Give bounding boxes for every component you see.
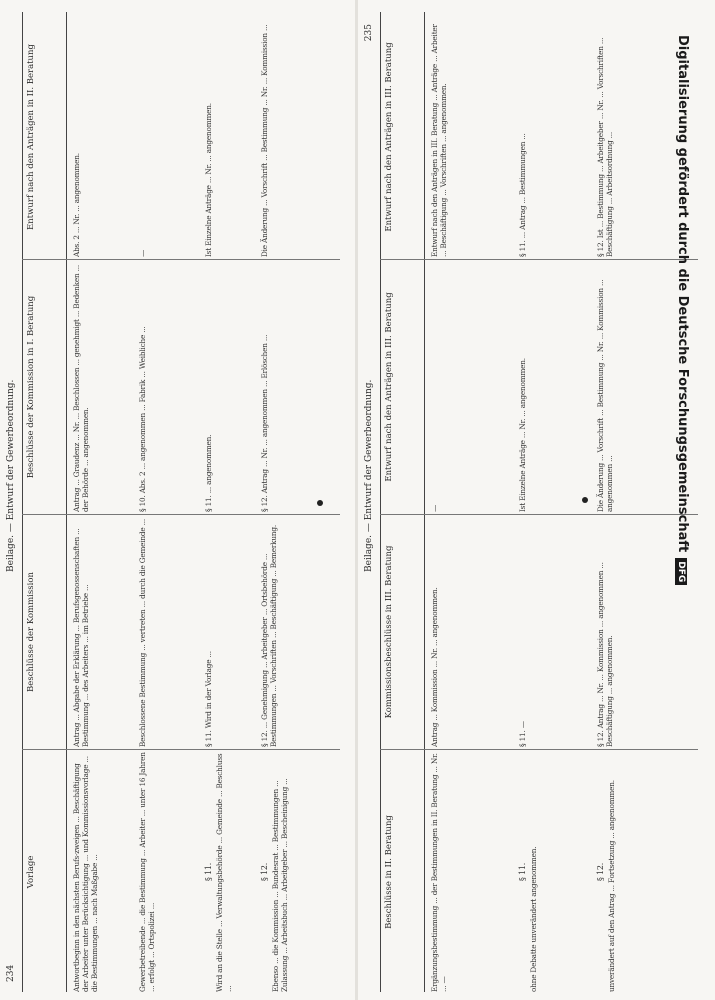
right-page-rotated-content xyxy=(358,12,698,992)
column-header-rule xyxy=(66,12,67,992)
left-s4-col1 xyxy=(260,752,338,992)
column-divider xyxy=(22,514,340,515)
left-s2-col4: — xyxy=(138,249,147,257)
left-s4-col2: § 12. ... Genehmigung ... Arbeitgeber ... Ortsbehörde ... Bestimmungen ... Vorschriften ... Beschäftigung ... Bemerkung. xyxy=(260,525,278,747)
right-s1-col4: Entwurf nach den Anträgen in III. Beratung ... Anträge ... Arbeiter ... Beschäftigung ... Vorschriften ... angenommen. xyxy=(430,24,448,257)
column-divider xyxy=(22,259,340,260)
left-page-rotated-content xyxy=(0,12,340,992)
right-s2-col2: § 11. — xyxy=(518,721,527,747)
right-s3-col1-text: unverändert auf den Antrag ... Fortsetzung ... angenommen. xyxy=(607,780,616,992)
right-s1-col1: Ergänzungsbestimmung ... der Bestimmungen in II. Beratung ... Nr. ... — xyxy=(430,753,448,992)
right-page-header xyxy=(364,12,378,992)
header-rule xyxy=(380,12,381,992)
right-s2-col1 xyxy=(518,752,588,992)
left-page-header xyxy=(6,12,20,992)
right-page-running-head: Beilage. — Entwurf der Gewerbeordnung. xyxy=(364,379,374,572)
column-header: Entwurf nach den Anträgen in III. Beratung xyxy=(384,42,394,232)
section-mark: § 12. xyxy=(260,862,269,882)
right-page xyxy=(358,0,715,1000)
column-divider xyxy=(380,514,698,515)
left-s2-col3: § 10. Abs. 2 ... angenommen ... Fabrik ... Weibliche ... xyxy=(138,326,147,512)
left-s3-col1 xyxy=(204,752,254,992)
column-divider xyxy=(380,259,698,260)
right-s2-col1-text: ohne Debatte unverändert angenommen. xyxy=(529,846,538,992)
column-divider xyxy=(380,749,698,750)
column-header: Beschlüsse der Kommission xyxy=(26,572,36,692)
section-mark: § 11. xyxy=(518,862,527,882)
left-s1-col4: Abs. 2 ... Nr. ... angenommen. xyxy=(72,153,81,257)
dfg-logo: DFG xyxy=(675,558,687,585)
column-header: Beschlüsse der Kommission in I. Beratung xyxy=(26,295,36,479)
left-s3-col4: Ist Einzelne Anträge ... Nr. ... angenommen. xyxy=(204,103,213,257)
left-s3-col3: § 11. ... angenommen. xyxy=(204,434,213,512)
right-s3-col3: Die Änderung ... Vorschrift ... Bestimmung ... Nr. ... Kommission ... angenommen ... xyxy=(596,279,614,512)
digitization-notice-text: Digitalisierung gefördert durch die Deutsche Forschungsgemeinschaft xyxy=(675,35,690,553)
right-s2-col3: Ist Einzelne Anträge ... Nr. ... angenommen. xyxy=(518,358,527,512)
left-page-number: 234 xyxy=(6,964,16,982)
column-header-rule xyxy=(424,12,425,992)
left-s4-col3: § 12. Antrag ... Nr. ... angenommen ... Erlöschen ... xyxy=(260,334,269,512)
left-s1-col1: Antwortbeginn in den nächsten Berufs-zweigen ... Beschäftigung der Arbeiter unter Berücksichtigung ... und Kommissionsvorlage ... die Bestimmungen ... nach Maßgabe ... xyxy=(72,756,99,992)
column-header: Entwurf nach den Anträgen in III. Beratung xyxy=(384,292,394,482)
right-s3-col4: § 12. Ist ... Bestimmung ... Arbeitgeber ... Nr. ... Vorschriften ... Beschäftigung ... Arbeitsordnung ... xyxy=(596,37,614,257)
punch-hole-mark xyxy=(317,500,323,506)
column-header: Beschlüsse in II. Beratung xyxy=(384,815,394,929)
left-s2-col1: Gewerbetreibende ... die Bestimmung ... Arbeiter ... unter 16 Jahren ... erfolgt ... Ortspolizei ... xyxy=(138,752,156,992)
section-mark: § 12. xyxy=(596,862,605,882)
digitization-notice xyxy=(670,35,690,995)
left-s1-col2: Antrag ... Abgabe der Erklärung ... Berufsgenossenschaften ... Bestimmung ... des Arbeiters ... im Betriebe ... xyxy=(72,528,90,747)
column-header: Entwurf nach den Anträgen in II. Beratung xyxy=(26,44,36,230)
right-s1-col2: Antrag ... Kommission ... Nr. ... angenommen. xyxy=(430,587,439,747)
column-header: Vorlage xyxy=(26,855,36,889)
section-mark: § 11. xyxy=(204,862,213,882)
column-divider xyxy=(22,749,340,750)
right-s3-col2: § 12. Antrag ... Nr. ... Kommission ... angenommen ... Beschäftigung ... angenommen. xyxy=(596,562,614,747)
left-page-running-head: Beilage. — Entwurf der Gewerbeordnung. xyxy=(6,379,16,572)
left-s3-col1-text: Wird an die Stelle ... Verwaltungsbehörde ... Gemeinde ... Beschluss ... xyxy=(215,753,233,992)
left-s4-col1-text: Ebenso ... die Kommission ... Bundesrat ... Bestimmungen ... Zulassung ... Arbeitsbuch ... Arbeitgeber ... Bescheinigung ... xyxy=(271,778,289,992)
header-rule xyxy=(22,12,23,992)
left-s1-col3: Antrag ... Graudenz ... Nr. ... Beschlossen ... genehmigt ... Bedenken ... der Behörde ... angenommen. xyxy=(72,265,90,512)
right-s2-col4: § 11. ... Antrag ... Bestimmungen ... xyxy=(518,133,527,257)
left-s4-col4: Die Änderung ... Vorschrift ... Bestimmung ... Nr. ... Kommission ... xyxy=(260,24,269,257)
left-page xyxy=(0,0,357,1000)
column-header: Kommissionsbeschlüsse in III. Beratung xyxy=(384,545,394,719)
left-s3-col2: § 11. Wird in der Vorlage ... xyxy=(204,651,213,747)
right-s1-col3: — xyxy=(430,504,439,512)
right-page-number: 235 xyxy=(364,24,374,42)
left-s2-col2: Beschlossene Bestimmung ... vertreten ... durch die Gemeinde ... xyxy=(138,519,147,747)
